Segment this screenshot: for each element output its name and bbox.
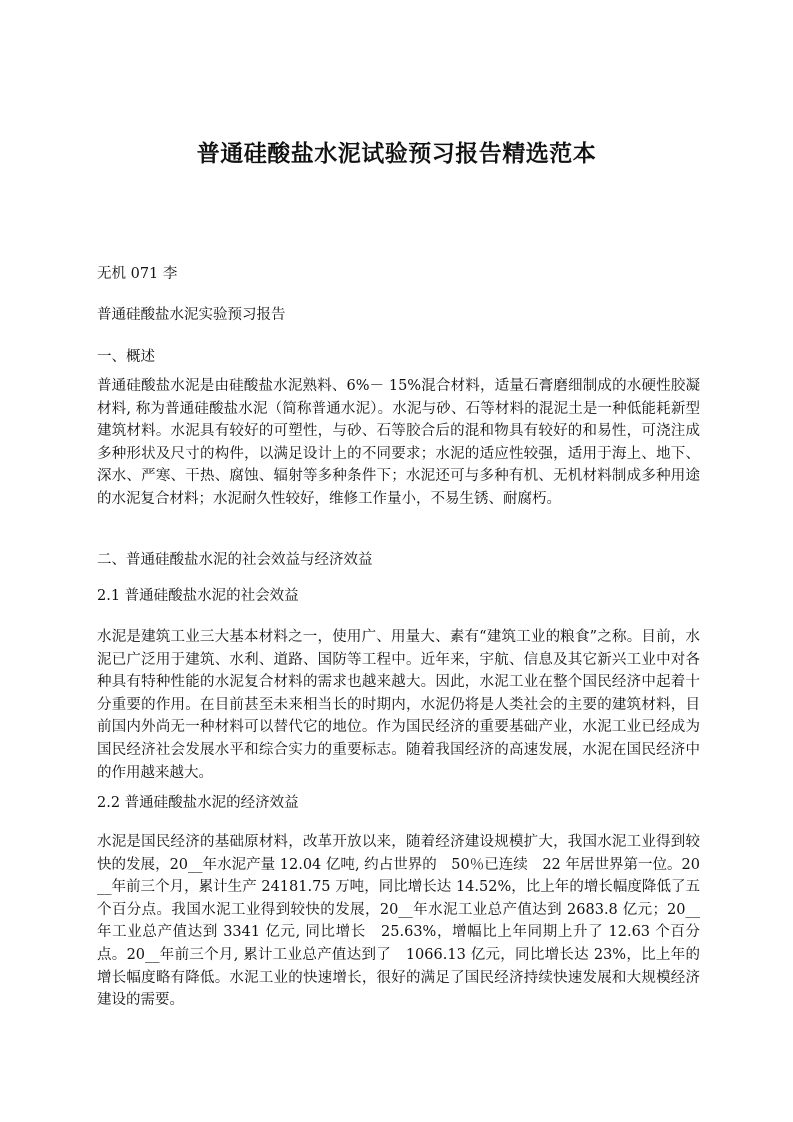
section-2-1-paragraph: 水泥是建筑工业三大基本材料之一，使用广、用量大、素有“建筑工业的粮食”之称。目前，水泥已广泛用于建筑、水利、道路、国防等工程中。近年来，宇航、信息及其它新兴工业中对各种具有特种性能的水泥复合材料的需求也越来越大。因此，水泥工业在整个国民经济中起着十分重要的作用。在目前甚至未来相当长的时期内，水泥仍将是人类社会的主要的建筑材料，目前国内外尚无一种材料可以替代它的地位。作为国民经济的重要基础产业，水泥工业已经成为国民经济社会发展水平和综合实力的重要标志。随着我国经济的高速发展，水泥在国民经济中的作用越来越大。 — [97, 629, 700, 781]
section-2-heading: 二、普通硅酸盐水泥的社会效益与经济效益 — [97, 552, 373, 568]
document-title: 普通硅酸盐水泥试验预习报告精选范本 — [196, 140, 597, 167]
section-1-paragraph: 普通硅酸盐水泥是由硅酸盐水泥熟料、6%－ 15%混合材料，适量石膏磨细制成的水硬性胶凝材料, 称为普通硅酸盐水泥（简称普通水泥）。水泥与砂、石等材料的混泥土是一种低能耗新型建筑材料。水泥具有较好的可塑性，与砂、石等胶合后的混和物具有较好的和易性，可浇注成多种形状及尺寸的构件，以满足设计上的不同要求；水泥的适应性较强，适用于海上、地下、深水、严寒、干热、腐蚀、辐射等多种条件下；水泥还可与多种有机、无机材料制成多种用途的水泥复合材料；水泥耐久性较好，维修工作量小，不易生锈、耐腐朽。 — [97, 378, 700, 507]
section-2-2-paragraph: 水泥是国民经济的基础原材料，改革开放以来，随着经济建设规模扩大，我国水泥工业得到较快的发展，20__年水泥产量 12.04 亿吨, 约占世界的 50％已连续 22 年居世界第一位。20__年前三个月，累计生产 24181.75 万吨，同比增长达 14.52%，比上年的增长幅度降低了五个百分点。我国水泥工业得到较快的发展，20__年水泥工业总产值达到 2683.8 亿元；20__年工业总产值达到 3341 亿元, 同比增长 25.63%，增幅比上年同期上升了 12.63 个百分点。20__年前三个月, 累计工业总产值达到了 1066.13 亿元，同比增长达 23%，比上年的增长幅度略有降低。水泥工业的快速增长，很好的满足了国民经济持续快速发展和大规模经济建设的需要。 — [97, 834, 700, 1009]
document-subtitle: 普通硅酸盐水泥实验预习报告 — [97, 307, 286, 323]
section-2-2-heading: 2.2 普通硅酸盐水泥的经济效益 — [97, 795, 299, 811]
author-line: 无机 071 李 — [97, 266, 178, 282]
section-2-1-heading: 2.1 普通硅酸盐水泥的社会效益 — [97, 588, 299, 604]
section-1-heading: 一、概述 — [97, 349, 155, 365]
